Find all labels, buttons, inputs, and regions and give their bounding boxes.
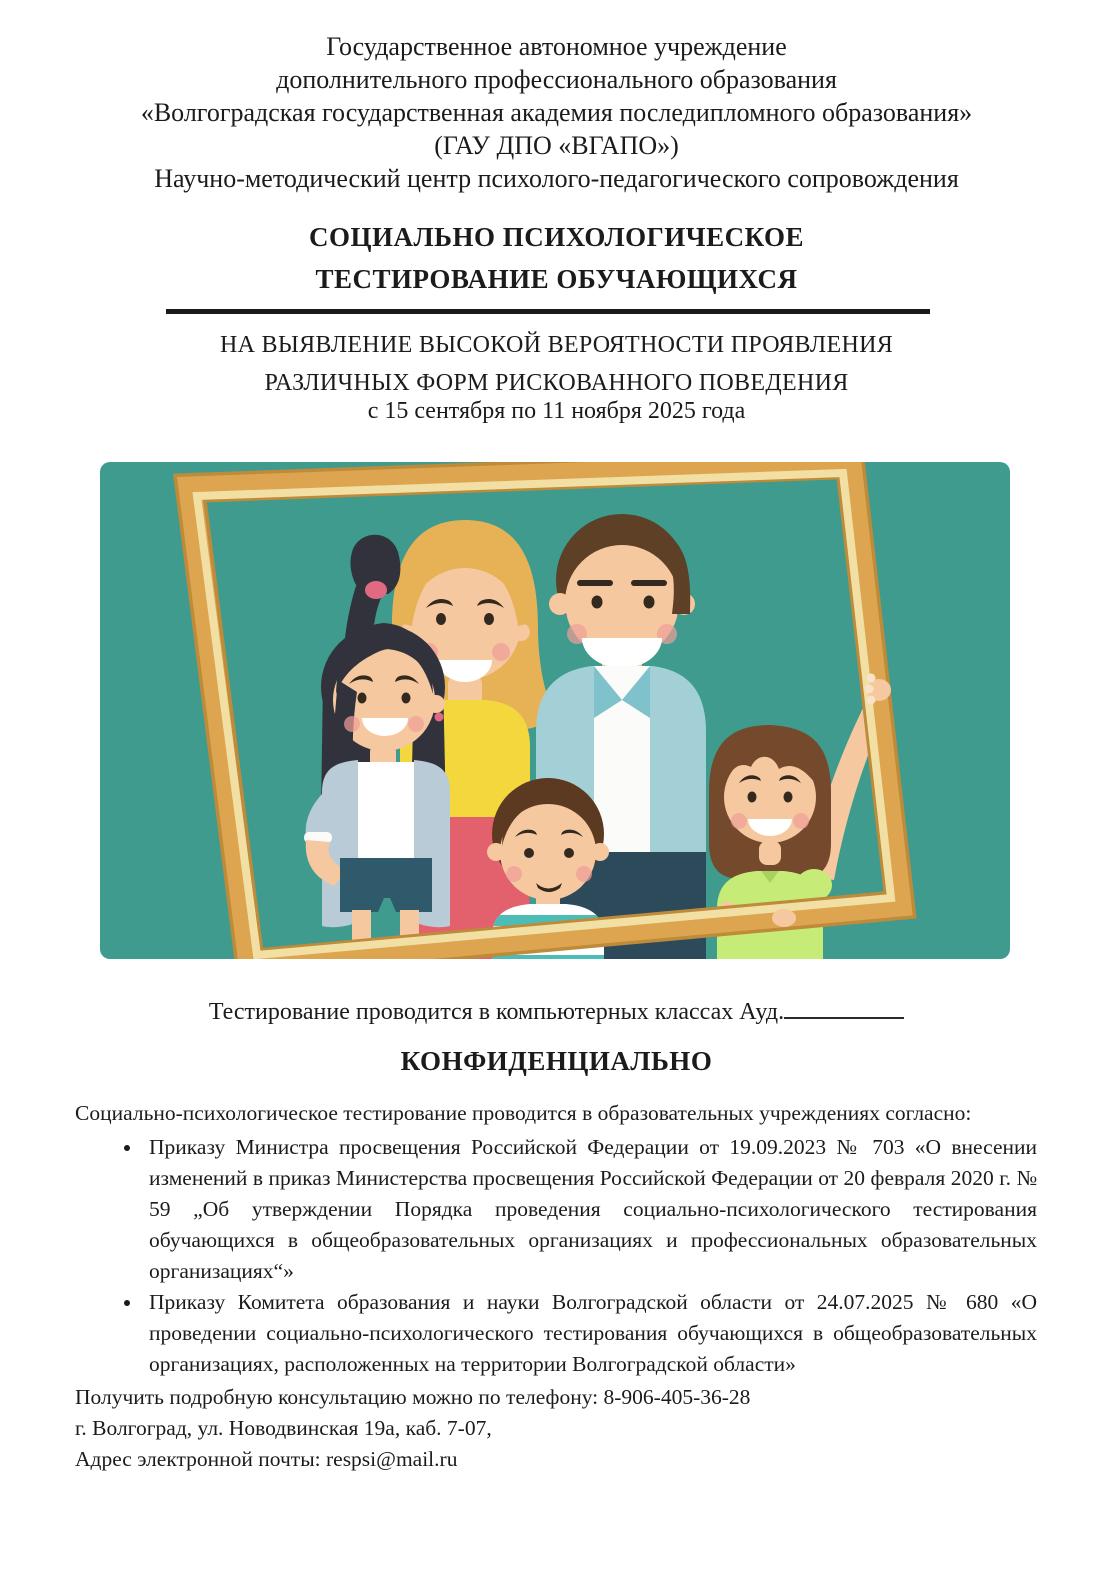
title-divider — [166, 309, 930, 314]
teen-scrunchie — [365, 581, 387, 599]
contact-info — [75, 1382, 1037, 1475]
org-header-line: «Волгоградская государственная академия последипломного образования» — [140, 98, 973, 127]
intro-paragraph: Социально-психологическое тестирование проводится в образовательных учреждениях согласно: — [75, 1101, 972, 1125]
phone-line: Получить подробную консультацию можно по телефону: 8-906-405-36-28 — [75, 1385, 751, 1409]
teen-tank-top — [356, 762, 414, 862]
testing-location-line — [0, 993, 1113, 1026]
family-illustration-svg — [100, 462, 1010, 959]
org-header-line: Научно-методический центр психолого-педагогического сопровождения — [154, 164, 959, 193]
legal-bullet-list — [75, 1132, 1037, 1380]
confidential-heading: КОНФИДЕНЦИАЛЬНО — [400, 1046, 713, 1076]
org-header-line: Государственное автономное учреждение — [326, 32, 787, 61]
email-line: Адрес электронной почты: respsi@mail.ru — [75, 1447, 458, 1471]
main-title — [0, 216, 1113, 300]
legal-bullet-item: • Приказу Министра просвещения Российской Федерации от 19.09.2023 № 703 «О внесении изменений в приказ Министерства просвещения Российской Федерации от 20 февраля 2020 г. № 59 „Об утверждении Порядка проведения социально-психологического тестирования обучающихся в общеобразовательных организациях и профессиональных образовательных организациях“» — [143, 1132, 1037, 1287]
date-range: с 15 сентября по 11 ноября 2025 года — [367, 398, 746, 424]
girl-hand-on-bottom-bar — [772, 909, 796, 927]
legal-body — [75, 1098, 1037, 1475]
main-title-line: ТЕСТИРОВАНИЕ ОБУЧАЮЩИХСЯ — [315, 264, 798, 294]
subtitle-line: НА ВЫЯВЛЕНИЕ ВЫСОКОЙ ВЕРОЯТНОСТИ ПРОЯВЛЕНИЯ — [219, 332, 894, 358]
subtitle — [0, 326, 1113, 402]
main-title-line: СОЦИАЛЬНО ПСИХОЛОГИЧЕСКОЕ — [308, 222, 805, 252]
legal-bullet-item: • Приказу Комитета образования и науки Волгоградской области от 24.07.2025 № 680 «О проведении социально-психологического тестирования обучающихся в общеобразовательных организациях, расположенных на территории Волгоградской области» — [143, 1287, 1037, 1380]
address-line: г. Волгоград, ул. Новодвинская 19а, каб. 7-07, — [75, 1416, 492, 1440]
testing-location-text: Тестирование проводится в компьютерных классах Ауд. — [208, 999, 785, 1025]
org-header-line: дополнительного профессионального образования — [276, 65, 837, 94]
room-number-blank — [784, 993, 904, 1019]
family-photo-illustration — [100, 462, 1010, 959]
org-header-line: (ГАУ ДПО «ВГАПО») — [434, 131, 679, 160]
teen-earring — [435, 713, 444, 722]
subtitle-line: РАЗЛИЧНЫХ ФОРМ РИСКОВАННОГО ПОВЕДЕНИЯ — [264, 370, 849, 396]
org-header — [20, 30, 1093, 195]
